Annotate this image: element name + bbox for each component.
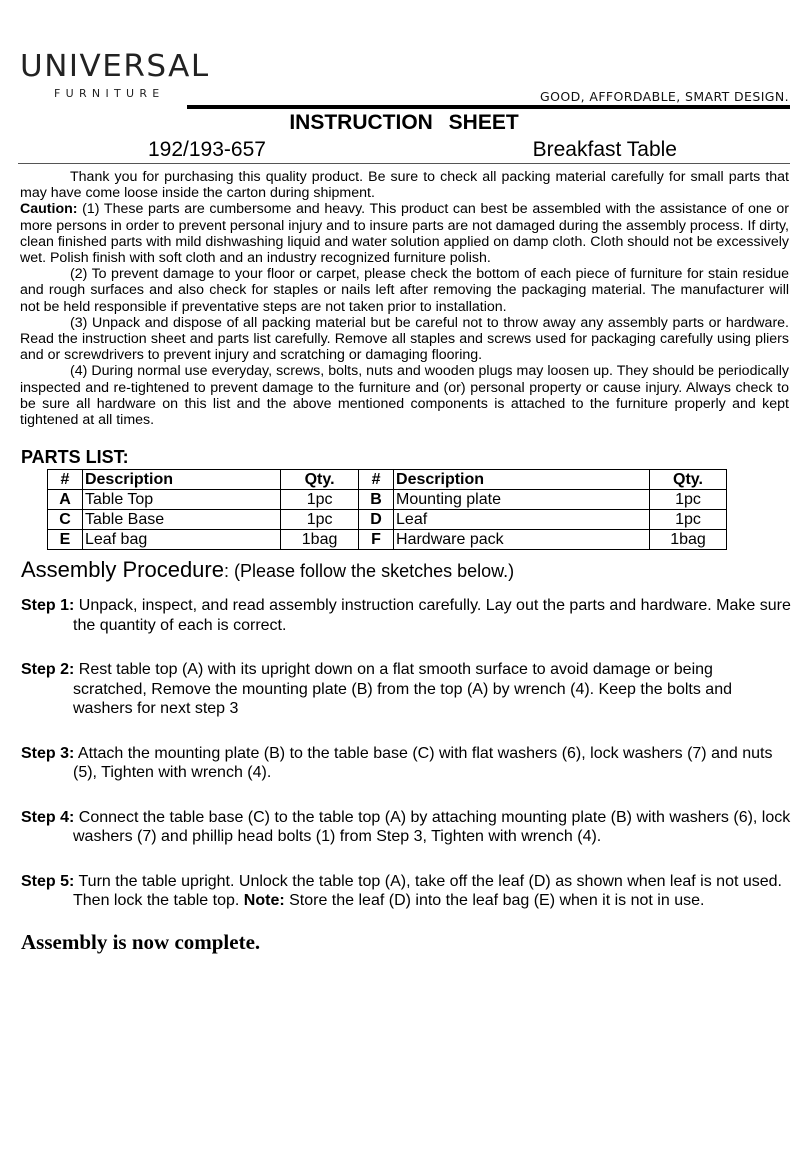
product-name: Breakfast Table: [532, 138, 677, 161]
model-number: 192/193-657: [148, 138, 266, 161]
caution-2: (2) To prevent damage to your floor or carpet, please check the bottom of each piece of furniture for stain residue and rough surfaces and also check for staples or nails left after removing the packaging material. The manufacturer will not be held responsible if preventative steps are not taken prior to installation.: [20, 266, 789, 315]
step-text: Unpack, inspect, and read assembly instruction carefully. Lay out the parts and hardware. Make sure the quantity of each is correct.: [73, 597, 791, 634]
part-qty: 1bag: [281, 530, 359, 550]
table-row: [48, 530, 727, 550]
step-text: Store the leaf (D) into the leaf bag (E) when it is not in use.: [284, 892, 705, 909]
part-id: A: [48, 490, 83, 510]
caution-1: (1) These parts are cumbersome and heavy. This product can best be assembled with the assistance of one or more persons in order to prevent personal injury and to insure parts are not damaged during the assembly process. If dirty, clean finished parts with mild dishwashing liquid and water solution applied on damp cloth. Cloth should not be excessively wet. Polish finish with soft cloth and an industry recognized furniture polish.: [20, 201, 789, 267]
caution-4: (4) During normal use everyday, screws, bolts, nuts and wooden plugs may loosen up. They should be periodically inspected and re-tightened to prevent damage to the furniture and (or) personal property or cause injury. Always check to be sure all hardware on this list and the above mentioned components is attached to the furniture properly and kept tightened at all times.: [20, 363, 789, 429]
step-text: Rest table top (A) with its upright down on a flat smooth surface to avoid damage or being scratched, Remove the mounting plate (B) from the top (A) by wrench (4). Keep the bolts and washers for next step 3: [73, 661, 732, 717]
step-text: Attach the mounting plate (B) to the table base (C) with flat washers (6), lock washers (7) and nuts (5), Tighten with wrench (4).: [73, 744, 773, 781]
step-label: Step 2:: [21, 661, 75, 678]
step-text: Connect the table base (C) to the table top (A) by attaching mounting plate (B) with washers (6), lock washers (7) and phillip head bolts (1) from Step 3, Tighten with wrench (4).: [73, 808, 791, 845]
header-divider: [187, 105, 790, 109]
caution-label: Caution:: [20, 201, 78, 218]
part-qty: 1pc: [649, 490, 726, 510]
completion-message: Assembly is now complete.: [21, 930, 261, 954]
part-qty: 1pc: [649, 510, 726, 530]
part-qty: 1pc: [281, 490, 359, 510]
part-description: Mounting plate: [394, 490, 650, 510]
step-5: [21, 872, 791, 911]
title-divider: [18, 163, 790, 164]
header-description: Description: [82, 470, 280, 490]
assembly-heading: Assembly Procedure: [21, 557, 224, 582]
part-id: C: [48, 510, 83, 530]
header-qty: Qty.: [281, 470, 359, 490]
part-description: Table Base: [82, 510, 280, 530]
header-num: #: [359, 470, 394, 490]
header-description: Description: [394, 470, 650, 490]
step-1: [21, 596, 791, 635]
assembly-steps: [21, 596, 791, 936]
brand-logo: [20, 50, 230, 100]
part-qty: 1bag: [649, 530, 726, 550]
part-id: B: [359, 490, 394, 510]
page-title: INSTRUCTION SHEET: [289, 111, 519, 134]
part-id: D: [359, 510, 394, 530]
parts-table-header: [48, 470, 727, 490]
part-id: E: [48, 530, 83, 550]
table-row: [48, 490, 727, 510]
logo-wordmark: UNIVERSAL: [20, 48, 210, 84]
step-label: Step 4:: [21, 808, 75, 826]
caution-paragraph: [20, 201, 789, 266]
part-description: Table Top: [82, 490, 280, 510]
header-num: #: [48, 470, 83, 490]
note-label: Note:: [243, 892, 285, 909]
table-row: [48, 510, 727, 530]
header-qty: Qty.: [649, 470, 726, 490]
caution-3: (3) Unpack and dispose of all packing material but be careful not to throw away any assembly parts or hardware. Read the instruction sheet and parts list carefully. Remove all staples and screws used for packaging carefully using pliers and or screwdrivers to prevent injury and scratching or damaging flooring.: [20, 314, 789, 364]
step-label: Step 3:: [21, 744, 75, 762]
step-4: [21, 808, 791, 847]
assembly-title: [21, 557, 514, 583]
step-label: Step 1:: [21, 597, 75, 614]
part-description: Hardware pack: [394, 530, 650, 550]
step-2: [21, 660, 791, 719]
part-id: F: [359, 530, 394, 550]
tagline: GOOD, AFFORDABLE, SMART DESIGN.: [540, 89, 789, 104]
parts-list-title: PARTS LIST:: [21, 447, 129, 467]
intro-thanks: Thank you for purchasing this quality product. Be sure to check all packing material carefully for small parts that may have come loose inside the carton during shipment.: [20, 169, 789, 202]
step-text: Turn the table upright. Unlock the table top (A), take off the leaf (D) as shown when leaf is not used. Then lock the table top.: [73, 872, 782, 909]
step-label: Step 5:: [21, 872, 75, 890]
intro-text: [20, 169, 789, 428]
logo-subtitle: FURNITURE: [54, 87, 165, 100]
part-description: Leaf bag: [82, 530, 280, 550]
part-description: Leaf: [394, 510, 650, 530]
step-3: [21, 744, 791, 783]
parts-table: [47, 469, 727, 550]
part-qty: 1pc: [281, 510, 359, 530]
assembly-subtitle: : (Please follow the sketches below.): [223, 561, 515, 581]
